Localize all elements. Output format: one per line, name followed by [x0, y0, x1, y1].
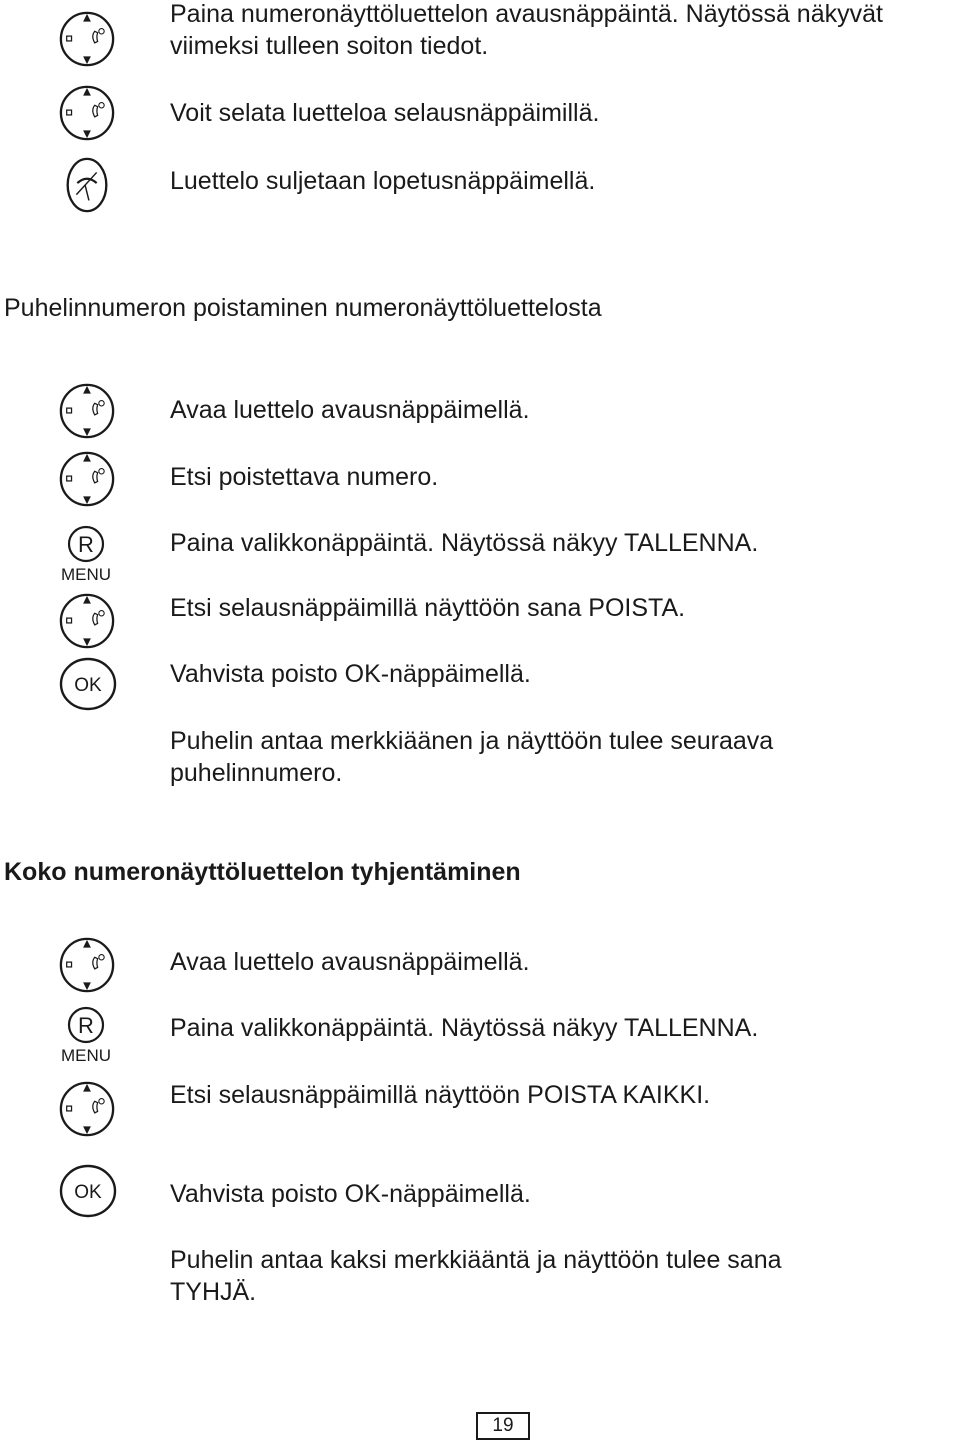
- note-text: Puhelin antaa merkkiäänen ja näyttöön tulee seuraava puhelinnumero.: [170, 727, 774, 787]
- scroll-keys-icon: [58, 84, 116, 142]
- instruction-text: Vahvista poisto OK-näppäimellä.: [170, 660, 531, 688]
- menu-key-r-label: R: [78, 1013, 94, 1038]
- ok-key-icon: [58, 1163, 118, 1219]
- instruction-text: Vahvista poisto OK-näppäimellä.: [170, 1180, 531, 1208]
- section-heading: Koko numeronäyttöluettelon tyhjentäminen: [4, 858, 521, 886]
- scroll-keys-icon: [58, 1080, 116, 1138]
- list-key-icon: [58, 10, 116, 68]
- instruction-text: Paina valikkonäppäintä. Näytössä näkyy TALLENNA.: [170, 529, 759, 557]
- menu-key-label: MENU: [60, 565, 112, 584]
- menu-key-icon: [54, 1005, 118, 1065]
- instruction-text: Luettelo suljetaan lopetusnäppäimellä.: [170, 167, 596, 195]
- menu-key-label: MENU: [60, 1046, 112, 1065]
- end-call-key-icon: [58, 150, 116, 220]
- menu-key-icon: [54, 524, 118, 584]
- instruction-text: Paina valikkonäppäintä. Näytössä näkyy TALLENNA.: [170, 1014, 759, 1042]
- instruction-text: Voit selata luetteloa selausnäppäimillä.: [170, 99, 600, 127]
- instruction-text: Etsi selausnäppäimillä näyttöön sana POISTA.: [170, 594, 686, 622]
- instruction-text: Paina numeronäyttöluettelon avausnäppäintä. Näytössä näkyvät viimeksi tulleen soiton tiedot.: [170, 0, 883, 60]
- page-number: 19: [476, 1412, 530, 1440]
- instruction-text: Etsi poistettava numero.: [170, 463, 439, 491]
- ok-key-icon: [58, 656, 118, 712]
- menu-key-r-label: R: [78, 532, 94, 557]
- list-key-icon: [58, 936, 116, 994]
- note-text: Puhelin antaa kaksi merkkiääntä ja näyttöön tulee sana TYHJÄ.: [170, 1246, 782, 1306]
- instruction-text: Etsi selausnäppäimillä näyttöön POISTA KAIKKI.: [170, 1081, 711, 1109]
- scroll-keys-icon: [58, 592, 116, 650]
- list-key-icon: [58, 382, 116, 440]
- instruction-text: Avaa luettelo avausnäppäimellä.: [170, 948, 530, 976]
- ok-key-label: OK: [74, 1182, 102, 1203]
- ok-key-label: OK: [74, 675, 102, 696]
- section-heading: Puhelinnumeron poistaminen numeronäyttöluettelosta: [4, 294, 602, 322]
- scroll-keys-icon: [58, 450, 116, 508]
- instruction-text: Avaa luettelo avausnäppäimellä.: [170, 396, 530, 424]
